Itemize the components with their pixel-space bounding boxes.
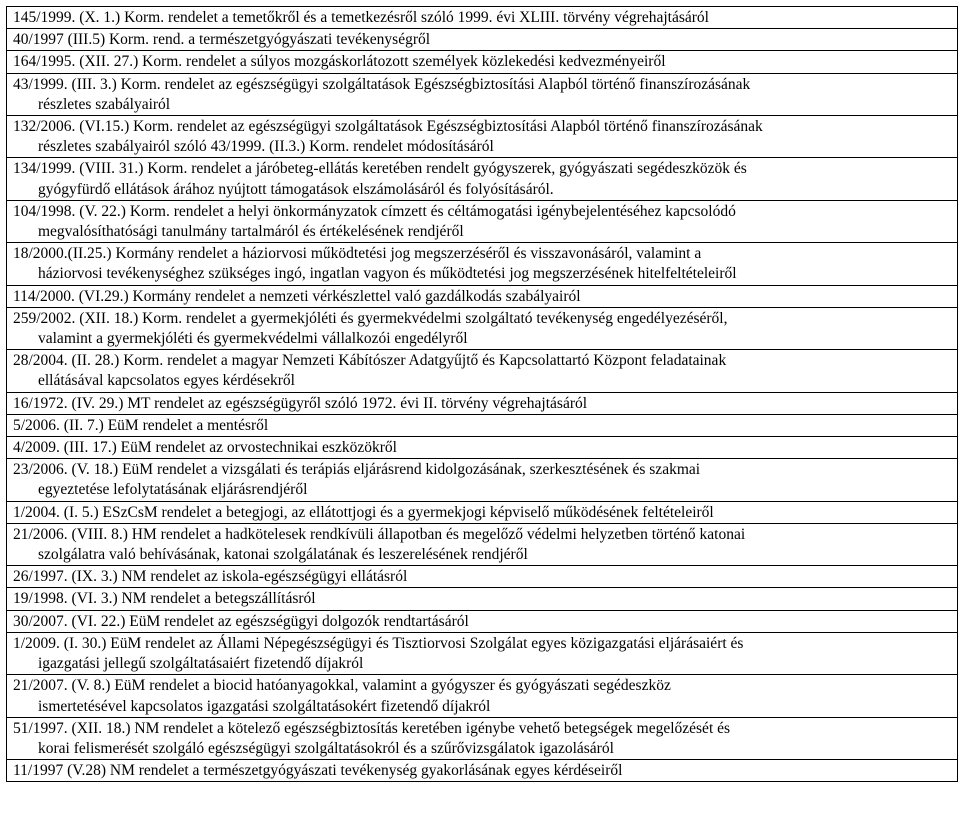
regulation-cell [7, 243, 958, 285]
table-row [7, 717, 958, 759]
regulation-title-line: 51/1997. (XII. 18.) NM rendelet a kötelező egészségbiztosítás keretében igénybe vehető betegségek megelőzését és [13, 719, 731, 737]
regulation-cell [7, 459, 958, 501]
regulation-continuation-line: gyógyfürdő ellátások árához nyújtott támogatások elszámolásáról és folyósításáról. [38, 180, 554, 198]
regulation-continuation-line: részletes szabályairól [38, 95, 171, 113]
regulation-title-line: 43/1999. (III. 3.) Korm. rendelet az egészségügyi szolgáltatások Egészségbiztosítási Alapból történő finanszírozásának [13, 75, 751, 93]
regulation-title-line: 259/2002. (XII. 18.) Korm. rendelet a gyermekjóléti és gyermekvédelmi szolgáltató tevékenység engedélyezéséről, [13, 309, 728, 327]
regulation-cell [7, 285, 958, 307]
regulation-title-line: 21/2007. (V. 8.) EüM rendelet a biocid hatóanyagokkal, valamint a gyógyszer és gyógyászati segédeszköz [13, 677, 671, 695]
table-row [7, 307, 958, 349]
table-row [7, 285, 958, 307]
table-row [7, 73, 958, 115]
regulation-continuation-line: megvalósíthatósági tanulmány tartalmáról és értékelésének rendjéről [38, 223, 464, 241]
regulation-title-line: 1/2004. (I. 5.) ESzCsM rendelet a betegjogi, az ellátottjogi és a gyermekjogi képviselő működésének feltételeiről [13, 503, 714, 521]
regulation-title-line: 1/2009. (I. 30.) EüM rendelet az Állami Népegészségügyi és Tisztiorvosi Szolgálat egyes közigazgatási eljárásaiért és [13, 634, 744, 652]
regulation-continuation-line: részletes szabályairól szóló 43/1999. (II.3.) Korm. rendelet módosításáról [38, 138, 494, 156]
regulation-title-line: 30/2007. (VI. 22.) EüM rendelet az egészségügyi dolgozók rendtartásáról [13, 612, 469, 630]
table-row [7, 501, 958, 523]
table-row [7, 523, 958, 565]
regulation-cell [7, 51, 958, 73]
regulation-cell [7, 414, 958, 436]
table-row [7, 200, 958, 242]
regulation-cell [7, 200, 958, 242]
regulation-cell [7, 717, 958, 759]
regulation-title-line: 164/1995. (XII. 27.) Korm. rendelet a súlyos mozgáskorlátozott személyek közlekedési kedvezményeiről [13, 53, 666, 71]
regulation-cell [7, 675, 958, 717]
regulation-title-line: 132/2006. (VI.15.) Korm. rendelet az egészségügyi szolgáltatások Egészségbiztosítási Alapból történő finanszírozásának [13, 118, 763, 136]
table-row [7, 760, 958, 782]
regulation-title-line: 145/1999. (X. 1.) Korm. rendelet a temetőkről és a temetkezésről szóló 1999. évi XLIII. törvény végrehajtásáról [13, 9, 709, 26]
table-row [7, 116, 958, 158]
table-row [7, 437, 958, 459]
regulation-title-line: 104/1998. (V. 22.) Korm. rendelet a helyi önkormányzatok címzett és céltámogatási igénybejelentéséhez kapcsolódó [13, 202, 736, 220]
table-row [7, 350, 958, 392]
regulation-continuation-line: korai felismerését szolgáló egészségügyi szolgáltatásokról és a szűrővizsgálatok igazolásáról [38, 739, 614, 757]
table-row [7, 158, 958, 200]
table-row [7, 51, 958, 73]
table-row [7, 610, 958, 632]
regulation-cell [7, 501, 958, 523]
regulations-table [6, 6, 958, 782]
regulation-cell [7, 566, 958, 588]
regulation-title-line: 28/2004. (II. 28.) Korm. rendelet a magyar Nemzeti Kábítószer Adatgyűjtő és Kapcsolattartó Központ feladatainak [13, 352, 727, 370]
regulation-title-line: 40/1997 (III.5) Korm. rend. a természetgyógyászati tevékenységről [13, 31, 431, 49]
regulation-cell [7, 588, 958, 610]
regulation-title-line: 5/2006. (II. 7.) EüM rendelet a mentésről [13, 416, 269, 434]
regulation-cell [7, 392, 958, 414]
table-row [7, 243, 958, 285]
regulation-continuation-line: háziorvosi tevékenységhez szükséges ingó, ingatlan vagyon és működtetési jog megszerzésének hitelfeltételeiről [38, 265, 737, 283]
regulation-title-line: 16/1972. (IV. 29.) MT rendelet az egészségügyről szóló 1972. évi II. törvény végrehajtásáról [13, 394, 588, 412]
regulation-cell [7, 307, 958, 349]
table-row [7, 7, 958, 29]
regulation-title-line: 26/1997. (IX. 3.) NM rendelet az iskola-egészségügyi ellátásról [13, 568, 408, 586]
table-row [7, 632, 958, 674]
regulation-cell [7, 158, 958, 200]
regulation-continuation-line: valamint a gyermekjóléti és gyermekvédelmi vállalkozói engedélyről [38, 330, 468, 348]
regulation-cell [7, 523, 958, 565]
regulation-title-line: 134/1999. (VIII. 31.) Korm. rendelet a járóbeteg-ellátás keretében rendelt gyógyszerek, gyógyászati segédeszközök és [13, 160, 747, 178]
regulation-title-line: 18/2000.(II.25.) Kormány rendelet a háziorvosi működtetési jog megszerzéséről és visszavonásáról, valamint a [13, 245, 702, 263]
regulation-cell [7, 29, 958, 51]
regulation-cell [7, 437, 958, 459]
regulations-table-body [7, 7, 958, 782]
table-row [7, 29, 958, 51]
regulation-title-line: 21/2006. (VIII. 8.) HM rendelet a hadkötelesek rendkívüli állapotban és megelőző védelmi helyzetben történő katonai [13, 525, 746, 543]
regulation-title-line: 23/2006. (V. 18.) EüM rendelet a vizsgálati és terápiás eljárásrend kidolgozásának, szerkesztésének és szakmai [13, 461, 701, 479]
regulation-cell [7, 350, 958, 392]
table-row [7, 414, 958, 436]
regulation-continuation-line: ismertetésével kapcsolatos igazgatási szolgáltatásokért fizetendő díjakról [38, 697, 491, 715]
regulation-cell [7, 760, 958, 782]
regulation-cell [7, 610, 958, 632]
regulation-cell [7, 7, 958, 29]
regulation-continuation-line: igazgatási jellegű szolgáltatásaiért fizetendő díjakról [38, 655, 364, 673]
regulation-continuation-line: ellátásával kapcsolatos egyes kérdésekről [38, 372, 295, 390]
table-row [7, 588, 958, 610]
regulation-continuation-line: egyeztetése lefolytatásának eljárásrendjéről [38, 481, 308, 499]
regulation-cell [7, 632, 958, 674]
regulation-cell [7, 73, 958, 115]
regulation-title-line: 11/1997 (V.28) NM rendelet a természetgyógyászati tevékenység gyakorlásának egyes kérdéseiről [13, 762, 623, 780]
regulation-continuation-line: szolgálatra való behívásának, katonai szolgálatának és leszerelésének rendjéről [38, 546, 528, 564]
regulation-title-line: 19/1998. (VI. 3.) NM rendelet a betegszállításról [13, 590, 316, 608]
regulation-title-line: 4/2009. (III. 17.) EüM rendelet az orvostechnikai eszközökről [13, 439, 397, 457]
table-row [7, 392, 958, 414]
regulation-cell [7, 116, 958, 158]
table-row [7, 566, 958, 588]
regulation-title-line: 114/2000. (VI.29.) Kormány rendelet a nemzeti vérkészlettel való gazdálkodás szabályairól [13, 287, 581, 305]
table-row [7, 675, 958, 717]
table-row [7, 459, 958, 501]
